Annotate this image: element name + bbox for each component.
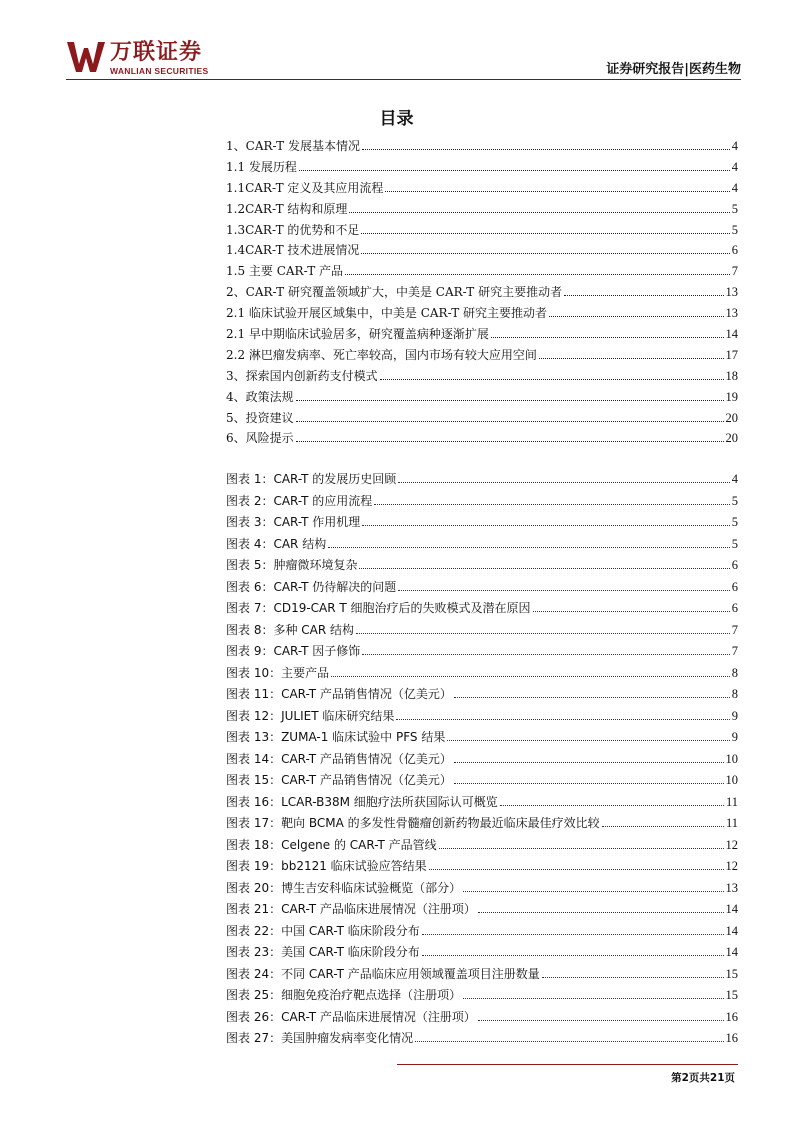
- toc-entry[interactable]: [226, 346, 738, 367]
- figure-entry[interactable]: [226, 707, 738, 729]
- figure-entry-title[interactable]: 图表 22：中国 CAR-T 临床阶段分布: [226, 923, 420, 938]
- toc-entry-title[interactable]: 2.2 淋巴瘤发病率、死亡率较高，国内市场有较大应用空间: [226, 347, 537, 362]
- toc-entry-title[interactable]: 1.4CAR-T 技术进展情况: [226, 243, 360, 258]
- figure-entry[interactable]: [226, 578, 738, 600]
- dot-leader: [549, 316, 723, 317]
- figure-entry-title[interactable]: 图表 7：CD19-CAR T 细胞治疗后的失败模式及潜在原因: [226, 601, 531, 615]
- dot-leader: [396, 719, 729, 720]
- figure-entry-page[interactable]: 7: [731, 644, 738, 658]
- toc-entry[interactable]: [226, 388, 738, 409]
- figure-entry-page[interactable]: 14: [725, 902, 738, 916]
- dot-leader: [439, 848, 724, 849]
- figure-entry[interactable]: [226, 943, 738, 965]
- figure-entry-page[interactable]: 9: [731, 708, 738, 723]
- figure-entry-page[interactable]: 12: [725, 837, 738, 852]
- toc-entry-title[interactable]: 2.1 早中期临床试验居多，研究覆盖病种逐渐扩展: [226, 327, 489, 342]
- figure-entry[interactable]: [226, 836, 738, 858]
- figure-entry-title[interactable]: 图表 8：多种 CAR 结构: [226, 622, 355, 637]
- figure-entry[interactable]: [226, 685, 738, 707]
- figure-entry[interactable]: [226, 965, 738, 987]
- toc-entry[interactable]: [226, 325, 738, 346]
- toc-entry-page[interactable]: 6: [731, 243, 738, 258]
- figure-entry-page[interactable]: 8: [731, 687, 738, 701]
- figure-entry-title[interactable]: 图表 2：CAR-T 的应用流程: [226, 493, 373, 508]
- dot-leader: [362, 654, 729, 655]
- dot-leader: [463, 891, 723, 892]
- toc-entry-page[interactable]: 20: [725, 410, 738, 425]
- figure-entry-page[interactable]: 5: [731, 536, 738, 551]
- toc-entry-title[interactable]: 1.3CAR-T 的优势和不足: [226, 222, 360, 237]
- figure-entry[interactable]: [226, 664, 738, 686]
- figure-entry-page[interactable]: 16: [725, 1009, 738, 1024]
- figure-entry-title[interactable]: 图表 25：细胞免疫治疗靶点选择（注册项）: [226, 988, 462, 1002]
- figure-entry[interactable]: [226, 900, 738, 922]
- toc-entry-page[interactable]: 17: [725, 347, 738, 362]
- toc-entry-page[interactable]: 14: [725, 327, 738, 342]
- toc-entry[interactable]: [226, 200, 738, 221]
- dot-leader: [422, 934, 724, 935]
- figure-entry[interactable]: [226, 1029, 738, 1051]
- dot-leader: [500, 805, 724, 806]
- toc-entry-title[interactable]: 6、风险提示: [226, 431, 294, 446]
- toc-entry-page[interactable]: 4: [731, 139, 738, 153]
- dot-leader: [362, 525, 729, 526]
- toc-entry-page[interactable]: 13: [725, 306, 738, 321]
- dot-leader: [349, 212, 729, 213]
- toc-entry[interactable]: [226, 367, 738, 388]
- toc-entry-page[interactable]: 18: [725, 368, 738, 383]
- figure-entry-page[interactable]: 7: [731, 622, 738, 637]
- figure-entry-page[interactable]: 5: [731, 515, 738, 529]
- figure-entry[interactable]: [226, 879, 738, 901]
- figure-entry-page[interactable]: 14: [725, 923, 738, 938]
- logo-chinese-name: 万联证券: [110, 40, 203, 65]
- figure-entry-page[interactable]: 11: [725, 816, 738, 830]
- footer-divider: [397, 1064, 738, 1065]
- toc-entry-title[interactable]: 1.5 主要 CAR-T 产品: [226, 264, 344, 279]
- dot-leader: [415, 1041, 723, 1042]
- dot-leader: [539, 358, 724, 359]
- toc-entry-title[interactable]: 1、CAR-T 发展基本情况: [226, 139, 360, 153]
- figure-entry-page[interactable]: 15: [725, 966, 738, 981]
- figure-entry-title[interactable]: 图表 10：主要产品: [226, 665, 330, 680]
- dot-leader: [359, 568, 729, 569]
- dot-leader: [478, 1020, 724, 1021]
- figure-entry-title[interactable]: 图表 18：Celgene 的 CAR-T 产品管线: [226, 837, 437, 852]
- dot-leader: [296, 441, 724, 442]
- toc-entry[interactable]: [226, 158, 738, 179]
- figure-entry-title[interactable]: 图表 12：JULIET 临床研究结果: [226, 708, 395, 723]
- figure-entry-title[interactable]: 图表 9：CAR-T 因子修饰: [226, 644, 361, 658]
- toc-entry-title[interactable]: 1.1CAR-T 定义及其应用流程: [226, 180, 384, 195]
- figure-toc-list: [226, 470, 738, 1051]
- figure-entry[interactable]: [226, 793, 738, 815]
- figure-entry-title[interactable]: 图表 3：CAR-T 作用机理: [226, 515, 361, 529]
- dot-leader: [398, 590, 729, 591]
- toc-entry-page[interactable]: 7: [731, 264, 738, 279]
- figure-entry-title[interactable]: 图表 13：ZUMA-1 临床试验中 PFS 结果: [226, 730, 446, 744]
- figure-entry-title[interactable]: 图表 6：CAR-T 仍待解决的问题: [226, 579, 397, 594]
- figure-entry[interactable]: [226, 771, 738, 793]
- figure-entry-title[interactable]: 图表 19：bb2121 临床试验应答结果: [226, 859, 427, 873]
- dot-leader: [454, 783, 724, 784]
- dot-leader: [296, 421, 724, 422]
- dot-leader: [361, 233, 729, 234]
- section-toc-list: [226, 137, 738, 450]
- toc-entry[interactable]: [226, 429, 738, 450]
- toc-entry[interactable]: [226, 262, 738, 283]
- dot-leader: [454, 762, 724, 763]
- dot-leader: [542, 977, 724, 978]
- dot-leader: [380, 379, 724, 380]
- figure-entry[interactable]: [226, 556, 738, 578]
- figure-entry[interactable]: [226, 621, 738, 643]
- figure-entry-title[interactable]: 图表 15：CAR-T 产品销售情况（亿美元）: [226, 773, 452, 787]
- figure-entry-title[interactable]: 图表 24：不同 CAR-T 产品临床应用领域覆盖项目注册数量: [226, 966, 540, 981]
- dot-leader: [356, 633, 730, 634]
- figure-entry[interactable]: [226, 492, 738, 514]
- figure-entry[interactable]: [226, 857, 738, 879]
- toc-entry[interactable]: [226, 304, 738, 325]
- dot-leader: [398, 482, 729, 483]
- figure-entry[interactable]: [226, 535, 738, 557]
- dot-leader: [447, 740, 729, 741]
- dot-leader: [385, 191, 729, 192]
- figure-entry-page[interactable]: 14: [725, 945, 738, 959]
- figure-entry-title[interactable]: 图表 27：美国肿瘤发病率变化情况: [226, 1031, 414, 1045]
- wanlian-logo-mark: [66, 40, 106, 74]
- figure-entry[interactable]: [226, 922, 738, 944]
- toc-entry-page[interactable]: 19: [725, 389, 738, 404]
- figure-entry-page[interactable]: 11: [725, 794, 738, 809]
- dot-leader: [361, 253, 729, 254]
- figure-entry[interactable]: [226, 986, 738, 1008]
- toc-entry[interactable]: [226, 179, 738, 200]
- figure-entry[interactable]: [226, 599, 738, 621]
- dot-leader: [374, 504, 729, 505]
- figure-entry-page[interactable]: 10: [725, 751, 738, 766]
- figure-entry[interactable]: [226, 470, 738, 492]
- dot-leader: [429, 869, 724, 870]
- dot-leader: [299, 170, 730, 171]
- figure-entry-title[interactable]: 图表 1：CAR-T 的发展历史回顾: [226, 472, 397, 486]
- figure-entry-page[interactable]: 5: [731, 493, 738, 508]
- toc-entry-page[interactable]: 4: [731, 159, 738, 174]
- report-category-tag: 证券研究报告|医药生物: [606, 62, 741, 77]
- figure-entry-title[interactable]: 图表 5：肿瘤微环境复杂: [226, 558, 358, 572]
- toc-entry[interactable]: [226, 137, 738, 158]
- toc-entry-title[interactable]: 5、投资建议: [226, 410, 294, 425]
- figure-entry-page[interactable]: 6: [731, 579, 738, 594]
- figure-entry-page[interactable]: 9: [731, 730, 738, 744]
- figure-entry-title[interactable]: 图表 11：CAR-T 产品销售情况（亿美元）: [226, 687, 452, 701]
- dot-leader: [463, 998, 723, 999]
- figure-entry[interactable]: [226, 728, 738, 750]
- toc-entry-title[interactable]: 1.2CAR-T 结构和原理: [226, 201, 348, 216]
- figure-entry-page[interactable]: 13: [725, 880, 738, 895]
- dot-leader: [491, 337, 724, 338]
- toc-entry-page[interactable]: 13: [725, 285, 738, 300]
- toc-entry-title[interactable]: 4、政策法规: [226, 389, 294, 404]
- toc-entry-page[interactable]: 5: [731, 222, 738, 237]
- toc-entry[interactable]: [226, 409, 738, 430]
- header-divider: [66, 79, 741, 80]
- dot-leader: [533, 611, 730, 612]
- dot-leader: [328, 547, 730, 548]
- logo-english-name: WANLIAN SECURITIES: [110, 66, 209, 76]
- dot-leader: [602, 826, 724, 827]
- figure-entry-page[interactable]: 16: [725, 1031, 738, 1045]
- dot-leader: [454, 697, 730, 698]
- figure-entry-title[interactable]: 图表 16：LCAR-B38M 细胞疗法所获国际认可概览: [226, 794, 498, 809]
- toc-entry-title[interactable]: 2、CAR-T 研究覆盖领域扩大，中美是 CAR-T 研究主要推动者: [226, 285, 563, 300]
- figure-entry-title[interactable]: 图表 23：美国 CAR-T 临床阶段分布: [226, 945, 420, 959]
- figure-entry-page[interactable]: 4: [731, 472, 738, 486]
- figure-entry-title[interactable]: 图表 4：CAR 结构: [226, 536, 327, 551]
- dot-leader: [478, 912, 724, 913]
- page-number: 第2页共21页: [671, 1072, 735, 1084]
- figure-entry-page[interactable]: 12: [725, 859, 738, 873]
- toc-entry-title[interactable]: 1.1 发展历程: [226, 159, 297, 174]
- dot-leader: [331, 676, 730, 677]
- toc-entry-title[interactable]: 2.1 临床试验开展区域集中，中美是 CAR-T 研究主要推动者: [226, 306, 548, 321]
- figure-entry-title[interactable]: 图表 26：CAR-T 产品临床进展情况（注册项）: [226, 1009, 476, 1024]
- figure-entry-title[interactable]: 图表 14：CAR-T 产品销售情况（亿美元）: [226, 751, 452, 766]
- company-logo: [66, 40, 226, 76]
- dot-leader: [296, 400, 724, 401]
- figure-entry[interactable]: [226, 750, 738, 772]
- toc-entry[interactable]: [226, 221, 738, 242]
- figure-entry[interactable]: [226, 642, 738, 664]
- dot-leader: [362, 149, 730, 150]
- figure-entry-page[interactable]: 15: [725, 988, 738, 1002]
- toc-entry[interactable]: [226, 241, 738, 262]
- toc-entry-page[interactable]: 20: [725, 431, 738, 446]
- toc-entry-page[interactable]: 4: [731, 180, 738, 195]
- dot-leader: [345, 274, 730, 275]
- toc-entry-title[interactable]: 3、探索国内创新药支付模式: [226, 368, 378, 383]
- figure-entry-title[interactable]: 图表 20：博生吉安科临床试验概览（部分）: [226, 880, 462, 895]
- figure-entry-page[interactable]: 10: [725, 773, 738, 787]
- figure-entry-title[interactable]: 图表 21：CAR-T 产品临床进展情况（注册项）: [226, 902, 476, 916]
- toc-entry-page[interactable]: 5: [731, 201, 738, 216]
- toc-entry[interactable]: [226, 283, 738, 304]
- figure-entry-page[interactable]: 8: [731, 665, 738, 680]
- dot-leader: [422, 955, 724, 956]
- figure-entry[interactable]: [226, 814, 738, 836]
- figure-entry-page[interactable]: 6: [731, 558, 738, 572]
- figure-entry[interactable]: [226, 1008, 738, 1030]
- toc-title: 目录: [379, 109, 414, 129]
- figure-entry-title[interactable]: 图表 17：靶向 BCMA 的多发性骨髓瘤创新药物最近临床最佳疗效比较: [226, 816, 600, 830]
- figure-entry[interactable]: [226, 513, 738, 535]
- dot-leader: [564, 295, 723, 296]
- figure-entry-page[interactable]: 6: [731, 601, 738, 615]
